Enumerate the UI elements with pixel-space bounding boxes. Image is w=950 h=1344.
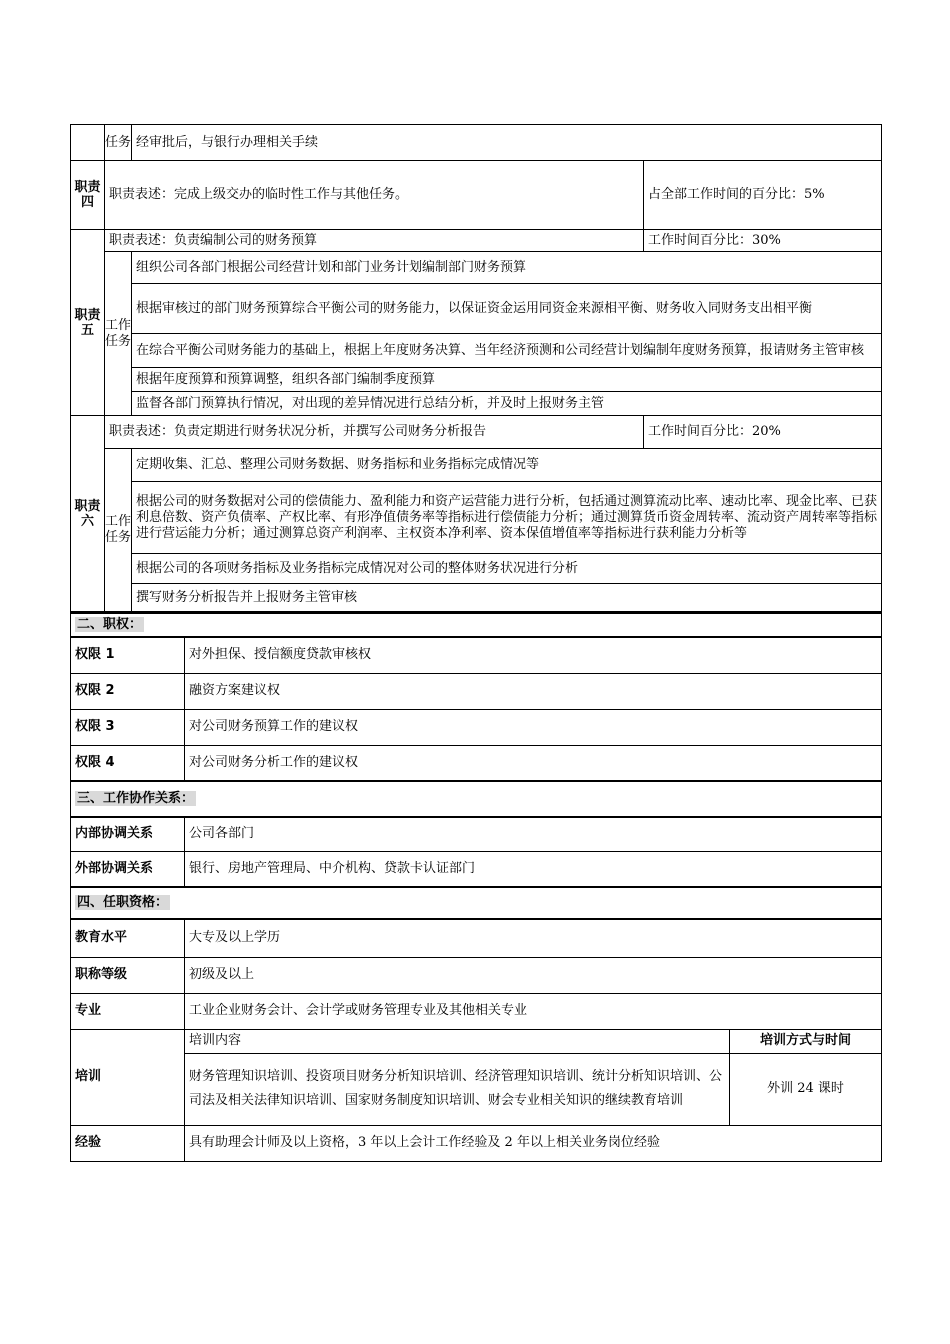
title-row — [71, 957, 882, 993]
duty6-desc: 职责表述：负责定期进行财务状况分析，并撰写公司财务分析报告 — [105, 416, 644, 449]
experience-row — [71, 1125, 882, 1161]
training-method-header: 培训方式与时间 — [730, 1029, 882, 1053]
major-text: 工业企业财务会计、会计学或财务管理专业及其他相关专业 — [185, 993, 882, 1029]
duty5-task-row — [71, 284, 882, 334]
duty6-pct: 工作时间百分比：20% — [644, 416, 882, 449]
duty5-desc: 职责表述：负责编制公司的财务预算 — [105, 230, 644, 252]
authority-text: 对公司财务分析工作的建议权 — [185, 745, 882, 781]
authority-text: 对公司财务预算工作的建议权 — [185, 709, 882, 745]
relation-row — [71, 851, 882, 887]
authority-row — [71, 637, 882, 673]
duty6-task-row — [71, 554, 882, 584]
task-label: 任务 — [105, 125, 132, 161]
blank-cell — [71, 125, 105, 161]
external-text: 银行、房地产管理局、中介机构、贷款卡认证部门 — [185, 851, 882, 887]
duty6-task: 根据公司的财务数据对公司的偿债能力、盈利能力和资产运营能力进行分析，包括通过测算流动比率、速动比率、现金比率、已获利息倍数、资产负债率、产权比率、有形净值债务率等指标进行偿债能力分析；通过测算货币资金周转率、流动资产周转率等指标进行营运能力分析；通过测算总资产利润率、主权资本净利率、资本保值增值率等指标进行获利能力分析等 — [132, 482, 882, 554]
duty6-label: 职责六 — [71, 416, 105, 612]
duty4-desc: 职责表述：完成上级交办的临时性工作与其他任务。 — [105, 161, 644, 230]
duty6-task: 撰写财务分析报告并上报财务主管审核 — [132, 584, 882, 612]
task-row-top — [71, 125, 882, 161]
section-relations — [71, 781, 882, 817]
duties-table — [70, 124, 882, 612]
training-header-row — [71, 1029, 882, 1053]
duty5-task: 组织公司各部门根据公司经营计划和部门业务计划编制部门财务预算 — [132, 252, 882, 284]
education-text: 大专及以上学历 — [185, 919, 882, 957]
duty6-task-row — [71, 584, 882, 612]
relation-row — [71, 817, 882, 851]
duty4-row — [71, 161, 882, 230]
duty5-task-row — [71, 368, 882, 392]
duty5-desc-row — [71, 230, 882, 252]
duty5-label: 职责五 — [71, 230, 105, 416]
duty4-label: 职责四 — [71, 161, 105, 230]
authority-row — [71, 745, 882, 781]
authority-label: 权限 1 — [71, 637, 185, 673]
duty5-task-row — [71, 334, 882, 368]
authority-label: 权限 2 — [71, 673, 185, 709]
authority-label: 权限 3 — [71, 709, 185, 745]
task-text: 经审批后，与银行办理相关手续 — [132, 125, 882, 161]
duty4-pct: 占全部工作时间的百分比：5% — [644, 161, 882, 230]
job-description-page — [70, 124, 881, 1162]
section-relations-title: 三、工作协作关系： — [77, 791, 195, 806]
duty5-task: 在综合平衡公司财务能力的基础上，根据上年度财务决算、当年经济预测和公司经营计划编制年度财务预算，报请财务主管审核 — [132, 334, 882, 368]
duty5-pct: 工作时间百分比：30% — [644, 230, 882, 252]
training-label: 培训 — [71, 1029, 185, 1125]
duty5-task: 监督各部门预算执行情况，对出现的差异情况进行总结分析，并及时上报财务主管 — [132, 392, 882, 416]
experience-text: 具有助理会计师及以上资格，3 年以上会计工作经验及 2 年以上相关业务岗位经验 — [185, 1125, 882, 1161]
training-content-header: 培训内容 — [185, 1029, 730, 1053]
title-label: 职称等级 — [71, 957, 185, 993]
duty6-task-row — [71, 482, 882, 554]
authority-row — [71, 673, 882, 709]
duty6-task: 定期收集、汇总、整理公司财务数据、财务指标和业务指标完成情况等 — [132, 449, 882, 482]
duty6-task-row — [71, 449, 882, 482]
qualifications-table — [70, 612, 882, 1162]
duty6-task-label: 工作任务 — [105, 449, 132, 612]
duty5-task-label: 工作任务 — [105, 252, 132, 416]
education-row — [71, 919, 882, 957]
section-qualifications-title: 四、任职资格： — [77, 895, 169, 910]
duty5-task: 根据审核过的部门财务预算综合平衡公司的财务能力，以保证资金运用同资金来源相平衡、财务收入同财务支出相平衡 — [132, 284, 882, 334]
internal-text: 公司各部门 — [185, 817, 882, 851]
duty6-desc-row — [71, 416, 882, 449]
authority-label: 权限 4 — [71, 745, 185, 781]
training-content: 财务管理知识培训、投资项目财务分析知识培训、经济管理知识培训、统计分析知识培训、公司法及相关法律知识培训、国家财务制度知识培训、财会专业相关知识的继续教育培训 — [185, 1053, 730, 1125]
external-label: 外部协调关系 — [71, 851, 185, 887]
section-qualifications — [71, 887, 882, 919]
major-label: 专业 — [71, 993, 185, 1029]
training-method: 外训 24 课时 — [730, 1053, 882, 1125]
title-text: 初级及以上 — [185, 957, 882, 993]
major-row — [71, 993, 882, 1029]
section-authority-title: 二、职权： — [77, 617, 143, 632]
experience-label: 经验 — [71, 1125, 185, 1161]
internal-label: 内部协调关系 — [71, 817, 185, 851]
education-label: 教育水平 — [71, 919, 185, 957]
duty5-task-row — [71, 252, 882, 284]
duty6-task: 根据公司的各项财务指标及业务指标完成情况对公司的整体财务状况进行分析 — [132, 554, 882, 584]
authority-text: 对外担保、授信额度贷款审核权 — [185, 637, 882, 673]
authority-text: 融资方案建议权 — [185, 673, 882, 709]
training-row — [71, 1053, 882, 1125]
duty5-task: 根据年度预算和预算调整，组织各部门编制季度预算 — [132, 368, 882, 392]
section-authority — [71, 613, 882, 637]
authority-row — [71, 709, 882, 745]
duty5-task-row — [71, 392, 882, 416]
